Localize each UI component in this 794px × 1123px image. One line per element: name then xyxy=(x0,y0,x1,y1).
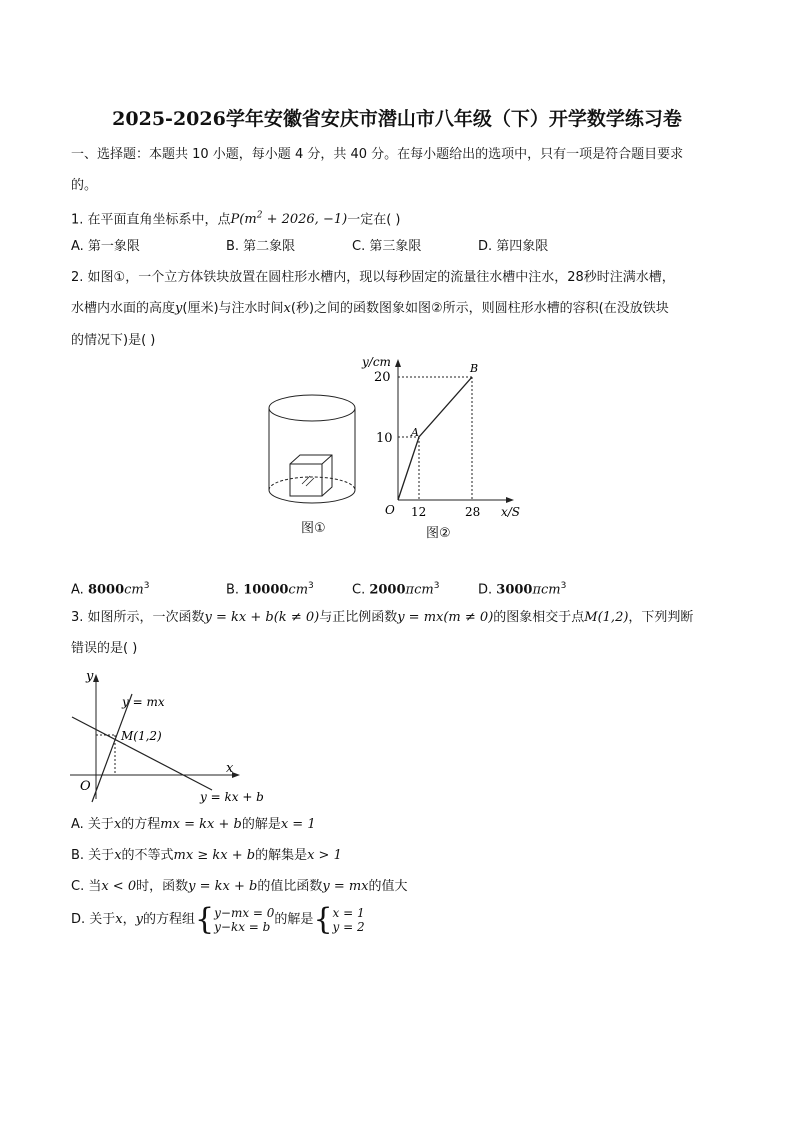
q3-stem-line2: 错误的是( ) xyxy=(71,641,138,656)
section-heading-line1: 一、选择题：本题共 10 小题，每小题 4 分，共 40 分。在每小题给出的选项中，只有一项是符合题目要求 xyxy=(71,147,684,162)
graph3-y-arrow xyxy=(93,674,99,682)
graph2-xtick-28: 28 xyxy=(465,505,481,519)
q2-stem-line1: 2. 如图①，一个立方体铁块放置在圆柱形水槽内，现以每秒固定的流量往水槽中注水，28秒时注满水槽， xyxy=(71,270,675,285)
q1-option-a[interactable]: A. 第一象限 xyxy=(71,239,140,254)
figure1-caption: 图① xyxy=(301,521,326,536)
figure2-caption: 图② xyxy=(426,526,451,541)
q2-option-c[interactable]: C. 2000πcm$^3$ xyxy=(352,581,440,598)
graph3-origin: O xyxy=(80,779,91,794)
q3-option-a[interactable]: A. 关于x的方程mx = kx + b的解是x = 1 xyxy=(71,817,316,832)
graph2-point-b: B xyxy=(470,362,479,375)
linear-functions-graph xyxy=(66,664,276,809)
graph2-xtick-12: 12 xyxy=(411,505,427,519)
q1-option-d[interactable]: D. 第四象限 xyxy=(478,239,549,254)
graph2-y-arrow xyxy=(395,359,401,367)
q1-option-c[interactable]: C. 第三象限 xyxy=(352,239,422,254)
graph2-ytick-10: 10 xyxy=(376,431,393,446)
graph2-origin: O xyxy=(385,503,395,517)
system-brace: { xyxy=(195,902,215,937)
section-heading-line2: 的。 xyxy=(71,178,98,193)
solution-brace: { xyxy=(313,902,333,937)
graph3-label-kxb: y = kx + b xyxy=(200,790,264,804)
graph2-x-arrow xyxy=(506,497,514,503)
graph3-label-m: M(1,2) xyxy=(121,729,162,743)
q3-option-b[interactable]: B. 关于x的不等式mx ≥ kx + b的解集是x > 1 xyxy=(71,848,342,863)
q3-stem-line1: 3. 如图所示，一次函数y = kx + b(k ≠ 0)与正比例函数y = mx(m ≠ 0)的图象相交于点M(1,2)，下列判断 xyxy=(71,610,694,625)
graph3-line-kxb xyxy=(72,717,212,790)
q1-stem xyxy=(71,207,400,229)
graph2-point-a: A xyxy=(411,426,419,439)
water-height-graph xyxy=(356,350,531,525)
graph3-ylabel: y xyxy=(86,669,94,684)
q1-stem-text: 1. 在平面直角坐标系中，点 xyxy=(71,212,231,228)
q1-point: $P(m^2 + 2026$, −1) xyxy=(230,211,348,228)
q2-option-d[interactable]: D. 3000πcm$^3$ xyxy=(478,581,567,598)
graph3-xlabel: x xyxy=(226,761,234,776)
q3-option-d[interactable]: D. 关于 x ， y 的方程组 { y−mx = 0 y−kx = b 的解是 { x = 1 y = 2 xyxy=(71,902,365,937)
q1-stem-tail: 一定在( ) xyxy=(347,212,401,228)
graph2-ytick-20: 20 xyxy=(374,370,391,385)
page-title: 2025-2026学年安徽省安庆市潜山市八年级（下）开学数学练习卷 xyxy=(112,108,682,130)
graph2-ylabel: y/cm xyxy=(362,355,391,369)
graph2-xlabel: x/S xyxy=(501,505,521,519)
solution-system: x = 1 y = 2 xyxy=(332,906,365,934)
q3-option-c[interactable]: C. 当x < 0时，函数y = kx + b的值比函数y = mx的值大 xyxy=(71,879,408,894)
equation-system: y−mx = 0 y−kx = b xyxy=(214,906,275,934)
graph3-line-mx xyxy=(92,694,132,802)
graph2-water-line xyxy=(398,377,472,500)
q2-stem-line2: 水槽内水面的高度y(厘米)与注水时间x(秒)之间的函数图象如图②所示，则圆柱形水槽的容积(在没放铁块 xyxy=(71,301,669,316)
cylinder-figure xyxy=(262,388,362,508)
q1-option-b[interactable]: B. 第二象限 xyxy=(226,239,296,254)
q2-stem-line3: 的情况下)是( ) xyxy=(71,333,156,348)
q2-option-b[interactable]: B. $10000cm^3$ xyxy=(226,581,314,598)
q2-option-a[interactable]: A. $8000cm^3$ xyxy=(71,581,150,598)
graph3-label-mx: y = mx xyxy=(122,695,165,709)
